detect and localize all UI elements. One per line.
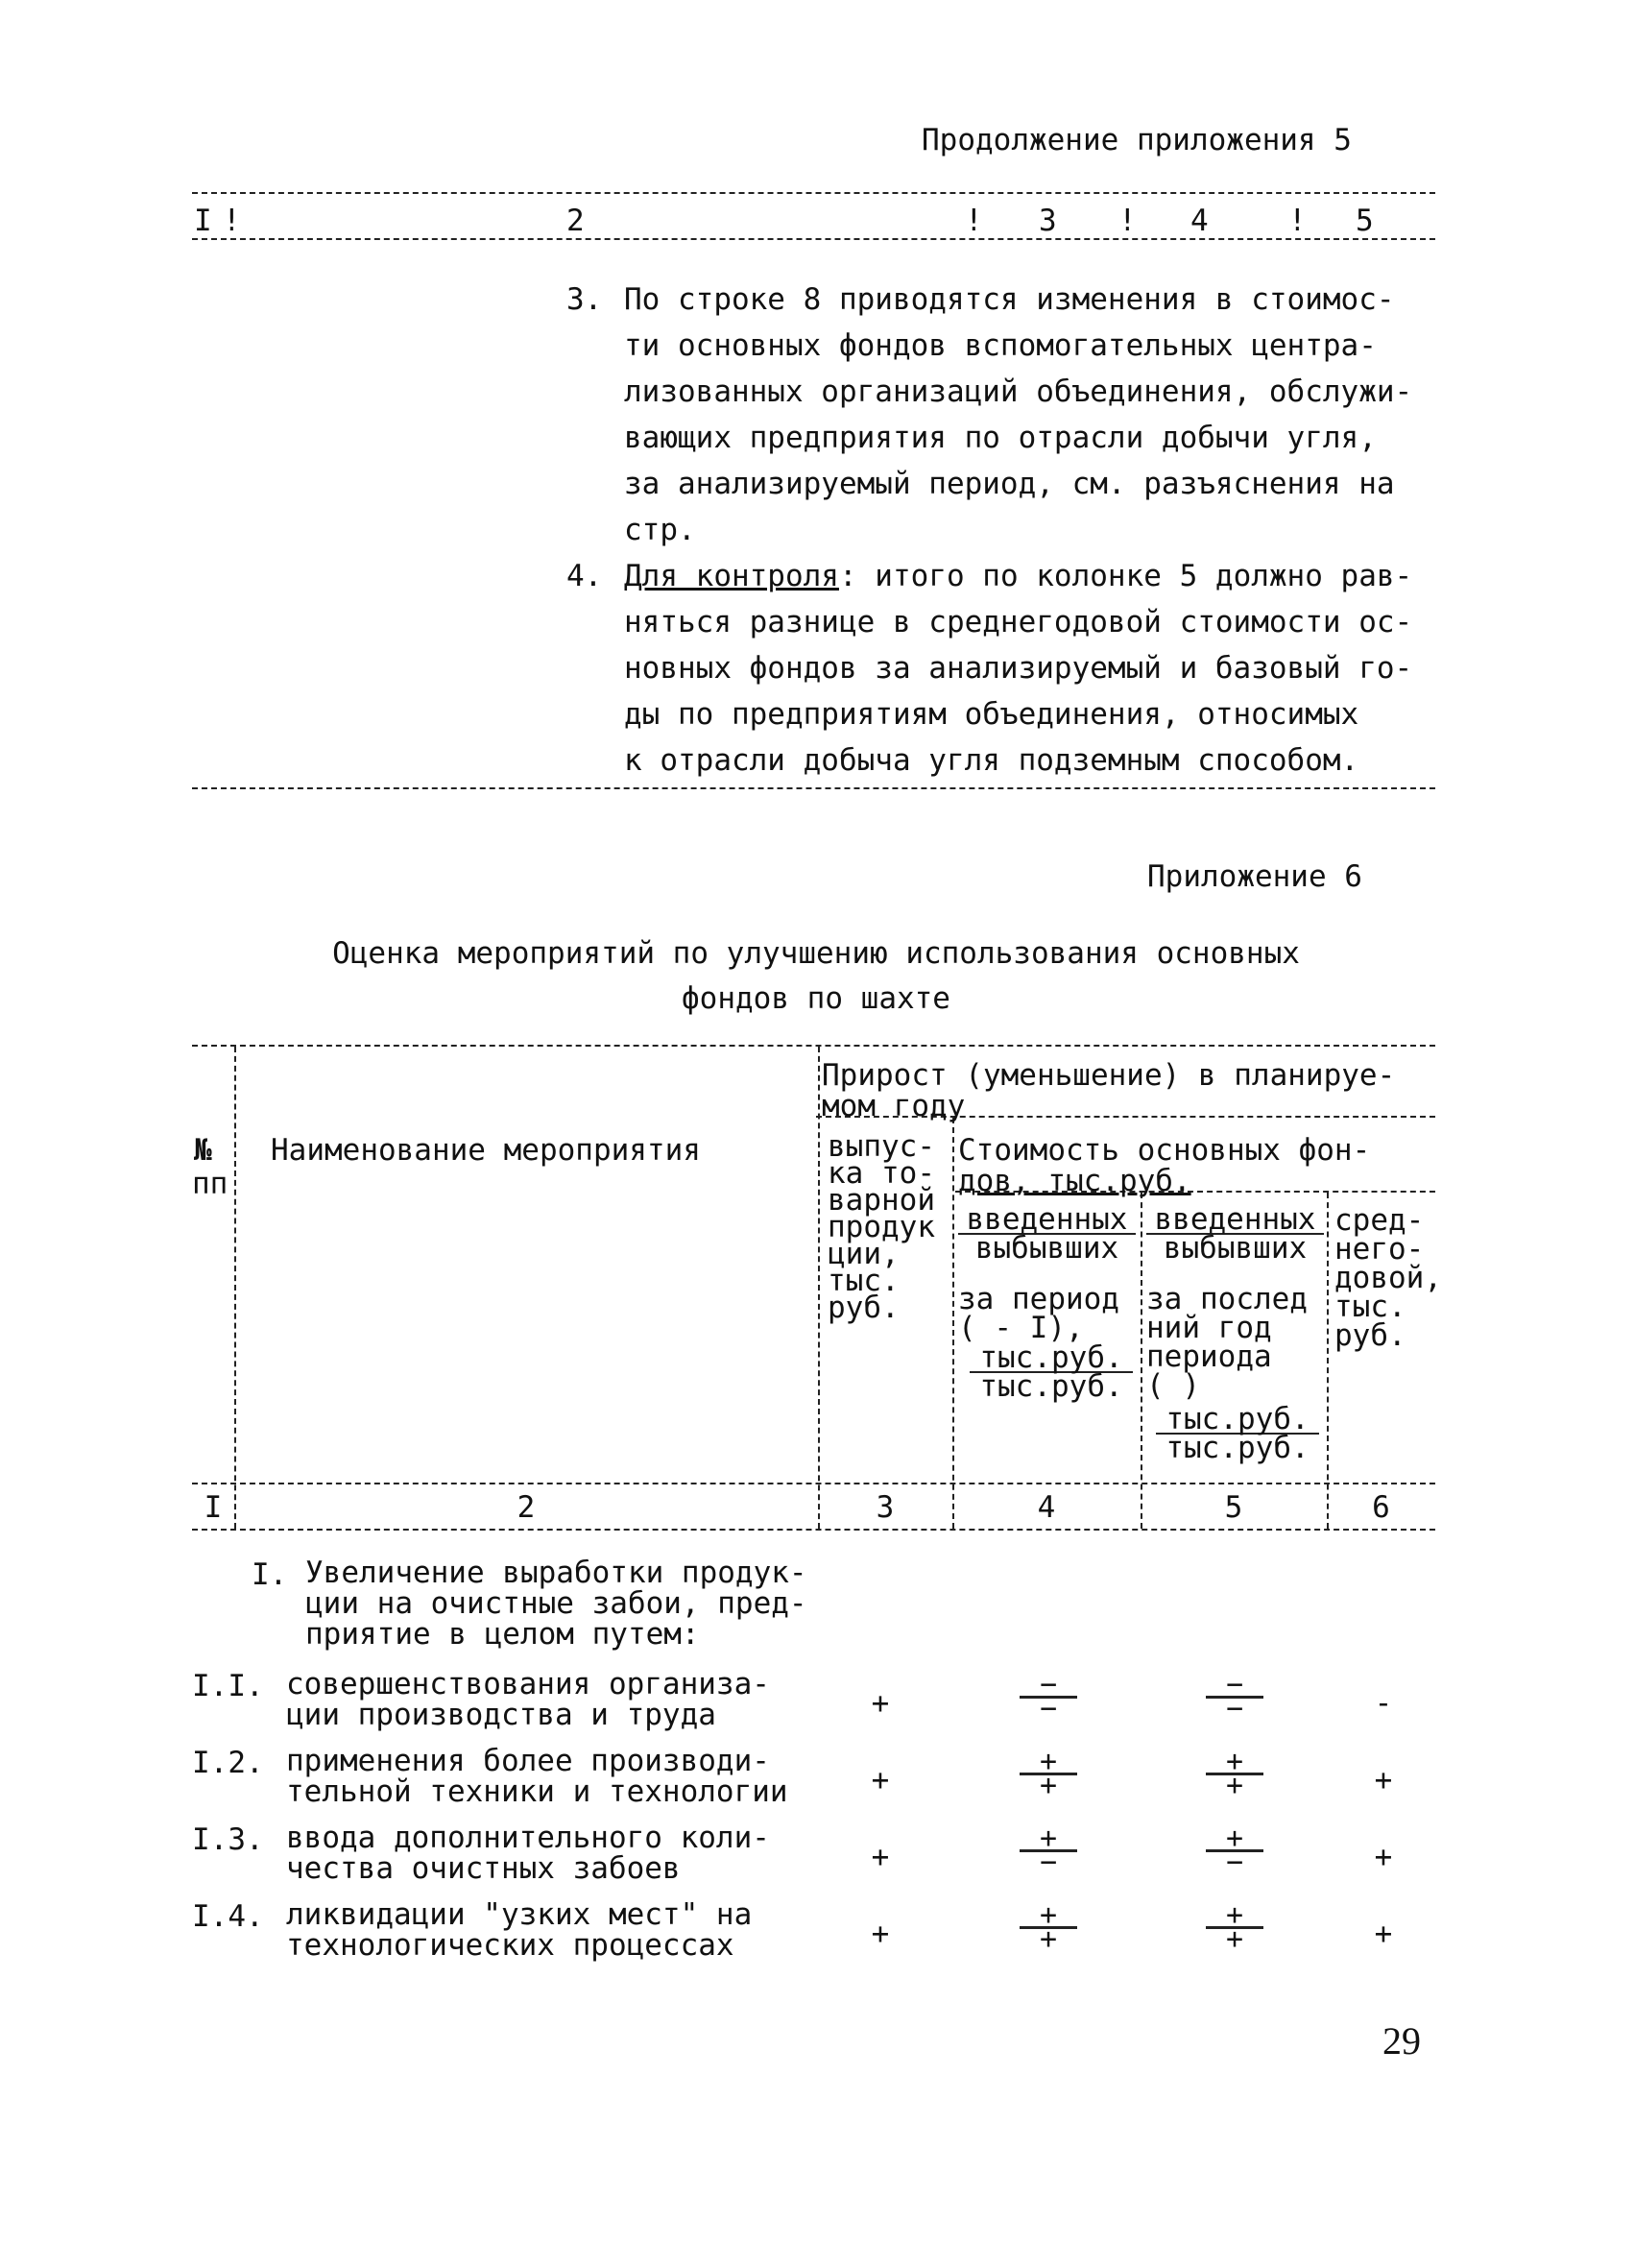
document-title: фондов по шахте [682,981,950,1016]
note-line: к отрасли добыча угля подземным способом. [624,743,1359,778]
header-col5-unit [1156,1402,1319,1465]
header-growth: Прирост (уменьшение) в планируе- [822,1058,1396,1093]
top-col-5: 5 [1356,204,1374,238]
header-bottom-rule [192,1483,1435,1484]
table-row-name [286,1899,752,1961]
section-title [305,1557,807,1650]
note-line: ти основных фондов вспомогательных центра- [624,328,1377,363]
fraction-bottom-sign: + [1225,1922,1244,1956]
header-line: ции, [828,1237,900,1271]
header-line: него- [1334,1232,1425,1267]
fraction-top-sign: + [1020,1905,1077,1929]
top-table-rule [192,238,1435,240]
section-line: ции на очистные забои, пред- [305,1586,807,1621]
cell-col4-fraction [1020,1822,1077,1879]
fraction-numerator: введенных [1146,1206,1324,1235]
header-line: выпус- [828,1129,935,1164]
header-line: ( ) [1146,1368,1200,1403]
header-col5-fraction [1146,1202,1324,1266]
top-col-sep: ! [965,204,983,238]
header-col5-text [1146,1282,1308,1403]
header-line: ка то- [828,1156,935,1191]
top-col-sep: ! [1288,204,1307,238]
header-col4-fraction [958,1202,1136,1266]
cell-col6-sign: + [1374,1917,1393,1951]
header-col4-unit [970,1340,1133,1404]
cell-col6-sign: + [1374,1763,1393,1798]
col-number: 3 [876,1490,895,1525]
header-name: Наименование мероприятия [271,1133,701,1168]
note-line-rest: : итого по колонке 5 должно рав- [838,559,1413,593]
col-numbers-rule [192,1529,1435,1531]
top-col-sep: ! [1118,204,1137,238]
note-line: новных фондов за анализируемый и базовый го- [624,651,1413,686]
cell-col5-fraction [1206,1668,1263,1725]
fraction-bottom-sign: − [1225,1692,1244,1725]
section-number: I. [252,1557,288,1592]
header-col6 [1334,1203,1442,1353]
cell-col6-sign: - [1374,1686,1393,1721]
fraction-numerator: введенных [958,1206,1136,1235]
col-separator [234,1047,236,1529]
cell-col4-fraction [1020,1745,1077,1802]
row-line: тельной техники и технологии [286,1774,788,1809]
note-line: вающих предприятия по отрасли добычи угля, [624,421,1377,455]
page-number: 29 [1382,2019,1421,2063]
header-line: ( - I), [958,1311,1084,1345]
fraction-numerator: тыс.руб. [1156,1406,1319,1435]
header-cost: дов, тыс.руб. [958,1164,1191,1198]
section-line: Увеличение выработки продук- [305,1556,807,1590]
header-line: тыс. [828,1264,900,1298]
header-line: варной [828,1183,935,1218]
col-separator [1327,1193,1329,1529]
col-number: 2 [517,1490,536,1525]
fraction-bottom-sign: − [1225,1846,1244,1879]
top-col-4: 4 [1190,204,1209,238]
cell-col6-sign: + [1374,1840,1393,1874]
row-line: ввода дополнительного коли- [286,1821,770,1855]
top-table-rule [192,192,1435,194]
control-label: Для контроля [624,559,839,593]
row-line: ликвидации "узких мест" на [286,1897,753,1932]
header-line: тыс. [1334,1290,1406,1324]
note-line: лизованных организаций объединения, обслужи- [624,374,1413,409]
top-col-3: 3 [1039,204,1057,238]
cell-col4-fraction [1020,1898,1077,1956]
table-row-name [286,1669,770,1730]
row-number: I.4. [192,1899,264,1934]
fraction-bottom-sign: − [1039,1846,1058,1879]
header-line: за период [958,1282,1119,1316]
row-line: применения более производи- [286,1744,770,1778]
fraction-denominator: выбывших [974,1231,1119,1266]
fraction-top-sign: + [1206,1905,1263,1929]
header-line: сред- [1334,1203,1425,1238]
col-separator [818,1047,820,1529]
row-number: I.I. [192,1669,264,1703]
col-separator [1141,1193,1142,1529]
note-line: за анализируемый период, см. разъяснения на [624,467,1395,501]
notes-end-rule [192,787,1435,789]
col-number: 5 [1224,1490,1243,1525]
section-line: приятие в целом путем: [305,1617,700,1652]
col-separator [952,1118,954,1529]
cell-col5-fraction [1206,1898,1263,1956]
document-title: Оценка мероприятий по улучшению использования основных [332,936,1300,971]
header-line: довой, [1334,1261,1442,1295]
cell-col5-fraction [1206,1822,1263,1879]
cell-col3-sign: + [871,1763,890,1798]
fraction-top-sign: + [1020,1751,1077,1775]
fraction-top-sign: − [1020,1675,1077,1699]
cell-col5-fraction [1206,1745,1263,1802]
header-col3 [828,1129,935,1325]
header-line: руб. [828,1291,900,1325]
fraction-top-sign: + [1020,1828,1077,1852]
fraction-bottom-sign: + [1039,1769,1058,1802]
row-line: совершенствования организа- [286,1667,770,1701]
continuation-title: Продолжение приложения 5 [922,123,1352,157]
table-top-rule [192,1045,1435,1047]
note-line: няться разнице в среднегодовой стоимости ос- [624,605,1413,639]
note-line: ды по предприятиям объединения, относимых [624,697,1359,732]
table-row-name [286,1822,770,1884]
row-number: I.2. [192,1746,264,1780]
header-line: за послед [1146,1282,1308,1316]
note-number: 3. [566,282,603,317]
note-line [624,559,1412,593]
col-number: I [204,1490,223,1525]
header-cost: Стоимость основных фон- [958,1133,1371,1168]
header-line: периода [1146,1339,1272,1374]
fraction-bottom-sign: + [1039,1922,1058,1956]
cell-col3-sign: + [871,1840,890,1874]
row-line: технологических процессах [286,1928,734,1963]
top-col-2: 2 [566,204,585,238]
fraction-top-sign: + [1206,1751,1263,1775]
row-line: ции производства и труда [286,1698,716,1732]
fraction-bottom-sign: − [1039,1692,1058,1725]
cell-col3-sign: + [871,1686,890,1721]
header-line: продук [828,1210,935,1244]
note-number: 4. [566,559,603,593]
header-growth: мом году [822,1089,966,1123]
note-line: стр. [624,513,696,547]
col-number: 4 [1037,1490,1056,1525]
row-number: I.3. [192,1822,264,1857]
cell-col3-sign: + [871,1917,890,1951]
col-number: 6 [1372,1490,1390,1525]
fraction-denominator: тыс.руб. [1165,1431,1310,1465]
fraction-top-sign: + [1206,1828,1263,1852]
header-col4-text [958,1282,1119,1345]
top-col-sep: ! [223,204,241,238]
fraction-top-sign: − [1206,1675,1263,1699]
fraction-denominator: выбывших [1163,1231,1308,1266]
fraction-bottom-sign: + [1225,1769,1244,1802]
header-line: руб. [1334,1318,1406,1353]
table-row-name [286,1746,788,1807]
row-line: чества очистных забоев [286,1851,681,1886]
cell-col4-fraction [1020,1668,1077,1725]
header-line: ний год [1146,1311,1272,1345]
fraction-denominator: тыс.руб. [979,1369,1123,1404]
header-number: пп [192,1167,228,1201]
header-number: № [194,1133,212,1168]
note-line: По строке 8 приводятся изменения в стоимос- [624,282,1395,317]
fraction-numerator: тыс.руб. [970,1344,1133,1373]
appendix-title: Приложение 6 [1147,859,1362,894]
top-col-1: I [194,204,212,238]
